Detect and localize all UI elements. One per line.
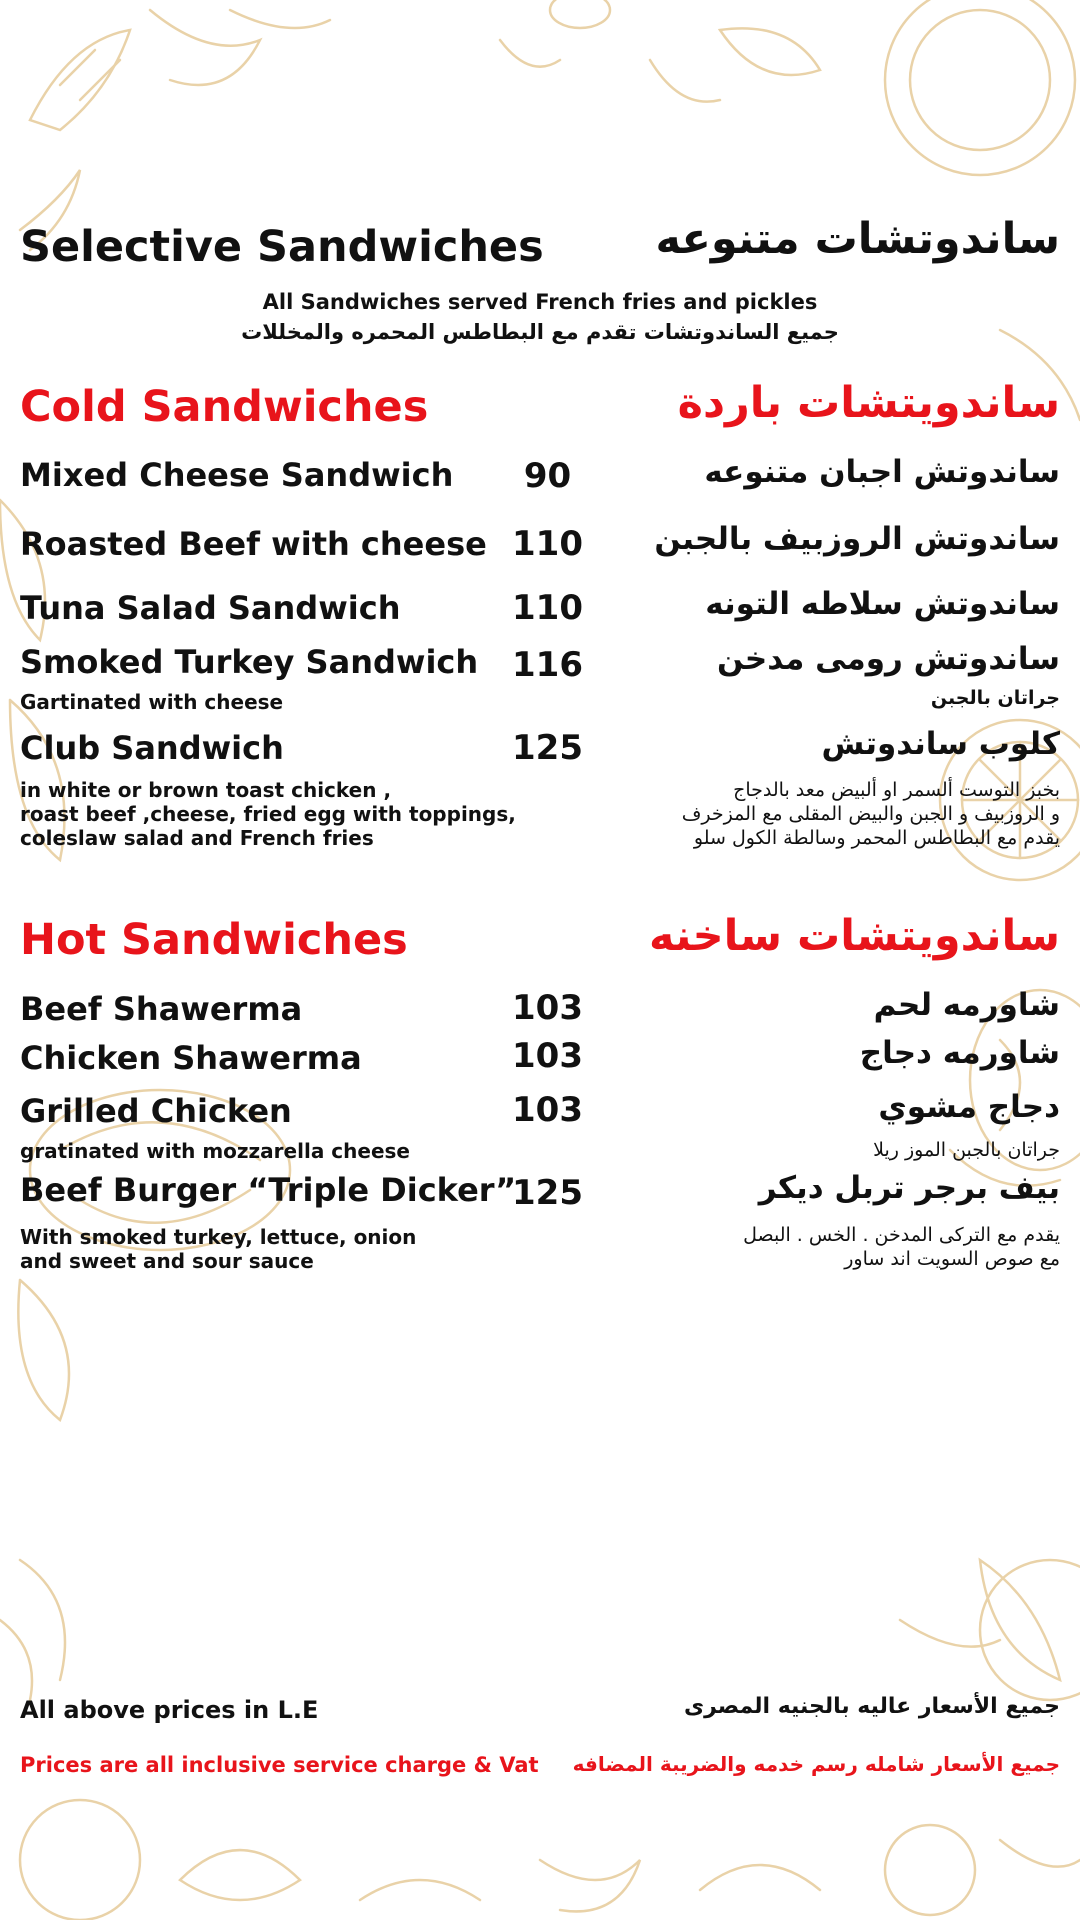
item-desc-en: gratinated with mozzarella cheese [20, 1139, 410, 1163]
item-name-ar: ساندوتش رومى مدخن [717, 641, 1060, 677]
item-name-en: Smoked Turkey Sandwich [20, 643, 479, 681]
item-name-ar: شاورمه لحم [873, 987, 1060, 1023]
section-title-cold-ar: ساندويتشات باردة [677, 378, 1060, 428]
prices-currency-note-ar: جميع الأسعار عاليه بالجنيه المصرى [683, 1694, 1060, 1719]
item-desc-ar-line: يقدم مع التركى المدخن . الخس . البصل [743, 1224, 1060, 1246]
item-name-ar: دجاج مشوي [878, 1089, 1060, 1125]
menu-title-en: Selective Sandwiches [20, 222, 544, 272]
section-title-cold-en: Cold Sandwiches [20, 382, 429, 432]
item-name-en: Grilled Chicken [20, 1092, 292, 1130]
item-name-en: Roasted Beef with cheese [20, 525, 487, 563]
prices-currency-note-en: All above prices in L.E [20, 1696, 319, 1724]
item-desc-ar: جراتان بالجبن الموز ريلا [873, 1139, 1060, 1161]
item-price: 125 [512, 728, 583, 768]
item-name-en: Tuna Salad Sandwich [20, 589, 401, 627]
item-name-en: Chicken Shawerma [20, 1039, 362, 1077]
item-price: 90 [523, 456, 572, 496]
item-name-ar: بيف برجر تربل ديكر [758, 1170, 1060, 1206]
section-title-hot-en: Hot Sandwiches [20, 915, 408, 965]
item-price: 103 [512, 988, 583, 1028]
item-price: 103 [512, 1036, 583, 1076]
item-desc-en: Gartinated with cheese [20, 690, 284, 714]
item-price: 110 [512, 524, 583, 564]
item-desc-ar: جراتان بالجبن [930, 687, 1060, 709]
item-desc-en-line: coleslaw salad and French fries [20, 826, 374, 850]
item-price: 116 [512, 645, 583, 685]
served-note-ar: جميع الساندوتشات تقدم مع البطاطس المحمره والمخللات [241, 320, 839, 344]
item-name-en: Club Sandwich [20, 729, 284, 767]
item-desc-ar-line: مع صوص السويت اند ساور [844, 1248, 1060, 1270]
service-vat-note-en: Prices are all inclusive service charge & Vat [20, 1753, 539, 1777]
item-name-en: Beef Shawerma [20, 990, 303, 1028]
item-desc-ar-line: بخبز التوست ألسمر او ألبيض معد بالدجاج [733, 779, 1060, 801]
item-desc-en-line: and sweet and sour sauce [20, 1249, 314, 1273]
item-name-ar: شاورمه دجاج [859, 1035, 1060, 1071]
item-name-ar: ساندوتش اجبان متنوعه [704, 454, 1060, 490]
served-note-en: All Sandwiches served French fries and pickles [262, 290, 818, 314]
item-name-ar: ساندوتش الروزبيف بالجبن [654, 521, 1060, 557]
item-price: 110 [512, 588, 583, 628]
item-desc-en-line: With smoked turkey, lettuce, onion [20, 1225, 417, 1249]
item-desc-en-line: roast beef ,cheese, fried egg with toppings, [20, 802, 516, 826]
item-desc-ar-line: يقدم مع البطاطس المحمر وسالطة الكول سلو [693, 827, 1060, 849]
item-desc-en-line: in white or brown toast chicken , [20, 778, 392, 802]
item-name-ar: كلوب ساندوتش [821, 726, 1060, 762]
menu-title-ar: ساندوتشات متنوعه [655, 214, 1060, 264]
section-title-hot-ar: ساندويتشات ساخنه [649, 911, 1060, 961]
item-name-en: Beef Burger “Triple Dicker” [20, 1171, 517, 1209]
item-desc-ar-line: و الروزبيف و الجبن والبيض المقلى مع المزخرف [681, 803, 1060, 825]
service-vat-note-ar: جميع الأسعار شامله رسم خدمه والضريبة المضافه [572, 1752, 1060, 1776]
item-price: 125 [512, 1173, 583, 1213]
item-name-ar: ساندوتش سلاطه التونه [705, 586, 1060, 622]
item-name-en: Mixed Cheese Sandwich [20, 456, 454, 494]
item-price: 103 [512, 1090, 583, 1130]
